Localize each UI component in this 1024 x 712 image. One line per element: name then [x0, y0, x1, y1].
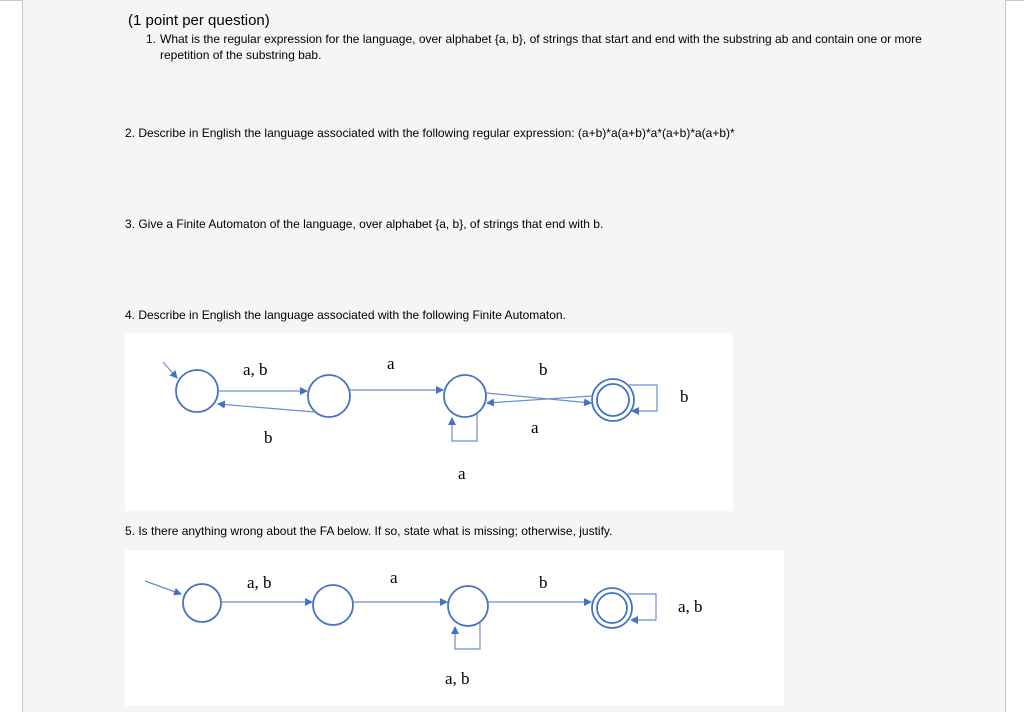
- question-2: 2. Describe in English the language associated with the following regular expression: (a+b)*a(a+b)*a*(a+b)*a(a+b)*: [125, 126, 735, 140]
- fa2-state-q2: [448, 586, 488, 626]
- question-5: 5. Is there anything wrong about the FA below. If so, state what is missing; otherwise, justify.: [125, 524, 613, 538]
- points-header: (1 point per question): [128, 12, 270, 29]
- fa2-label-q3-loop: a, b: [678, 597, 703, 616]
- fa2-loop-q2: [455, 623, 480, 649]
- fa2-state-q1: [313, 585, 353, 625]
- automaton-figure-1: [125, 333, 733, 511]
- fa2-label-q0-q1: a, b: [247, 573, 272, 592]
- fa2-start-arrow: [145, 581, 181, 594]
- fa1-label-q1-q2: a: [387, 354, 395, 373]
- fa1-label-q2-loop: a: [458, 464, 466, 483]
- fa2-state-q0: [183, 584, 221, 622]
- question-1-line-1: What is the regular expression for the language, over alphabet {a, b}, of strings that start and end with the substring ab and contain one or more: [160, 32, 922, 46]
- fa1-loop-q2: [452, 414, 477, 441]
- question-4: 4. Describe in English the language associated with the following Finite Automaton.: [125, 308, 566, 322]
- fa1-state-q1: [308, 375, 350, 417]
- fa1-label-q2-q3: b: [539, 360, 548, 379]
- question-3: 3. Give a Finite Automaton of the language, over alphabet {a, b}, of strings that end with b.: [125, 217, 604, 231]
- fa1-state-q2: [444, 375, 486, 417]
- fa1-label-q3-q2: a: [531, 418, 539, 437]
- fa1-label-q0-q1: a, b: [243, 360, 268, 379]
- question-1-number: 1.: [146, 32, 157, 46]
- fa2-label-q1-q2: a: [390, 568, 398, 587]
- question-1-line-2: repetition of the substring bab.: [160, 48, 322, 62]
- automaton-figure-2: [125, 550, 784, 706]
- fa1-label-q1-q0: b: [264, 428, 273, 447]
- fa2-label-q2-q3: b: [539, 573, 548, 592]
- fa1-label-q3-loop: b: [680, 387, 689, 406]
- fa1-state-q0: [176, 370, 218, 412]
- fa1-edge-q1-q0: [218, 404, 315, 412]
- automaton-2-diagram: [125, 550, 784, 706]
- fa1-start-arrow: [163, 362, 177, 378]
- fa2-label-q2-loop: a, b: [445, 669, 470, 688]
- question-1: [146, 31, 986, 63]
- automaton-1-diagram: [125, 333, 733, 511]
